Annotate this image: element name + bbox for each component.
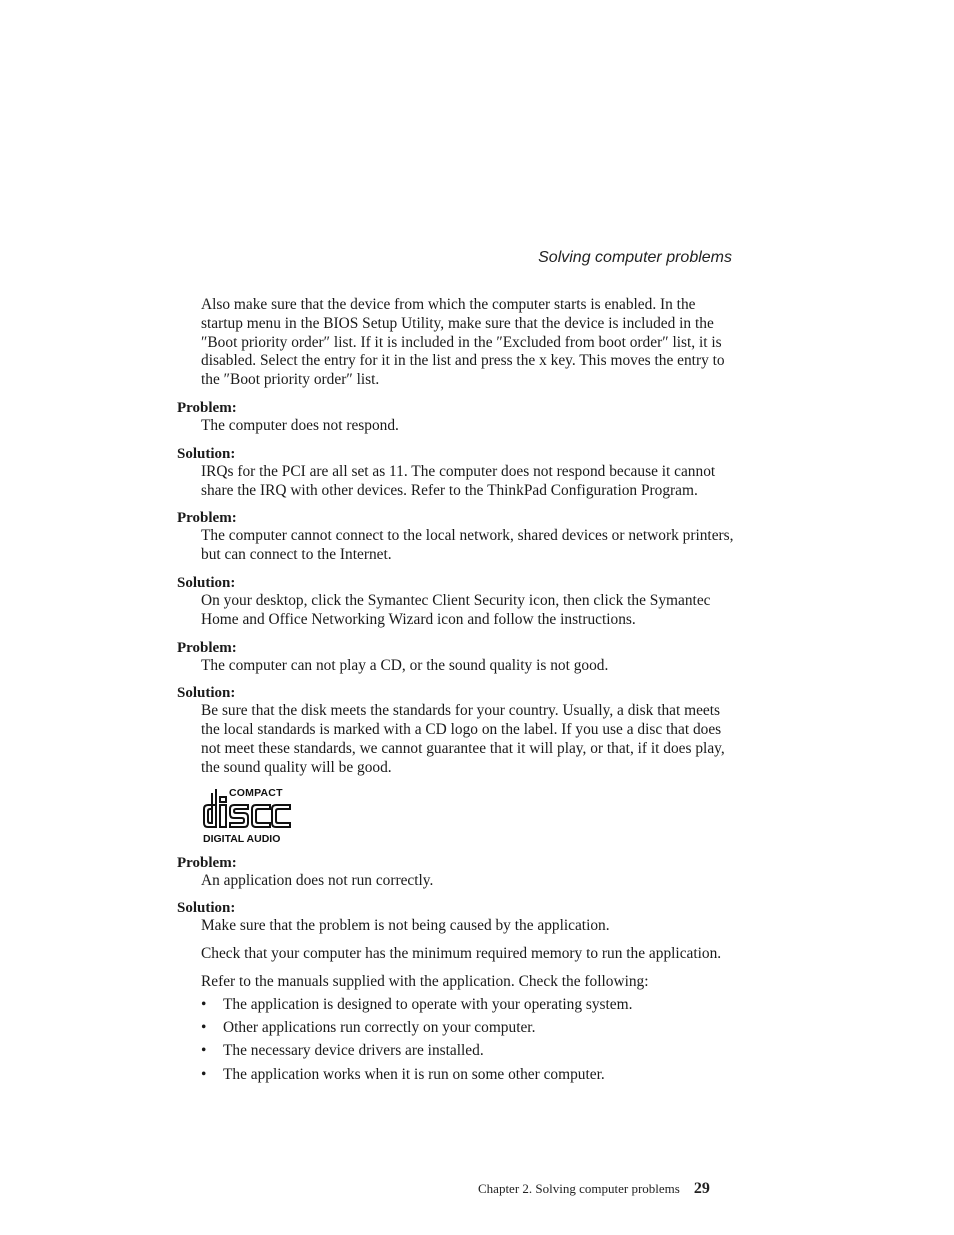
list-item <box>201 1042 737 1061</box>
solution-label: Solution: <box>177 900 236 917</box>
logo-digital-audio-text: DIGITAL AUDIO <box>203 832 281 845</box>
solution-text: Make sure that the problem is not being caused by the application. <box>201 917 610 935</box>
problem-label: Problem: <box>177 510 237 527</box>
solution-text: Be sure that the disk meets the standards for your country. Usually, a disk that meets the local standards is marked with a CD logo on the label. If you use a disc that does not meet these standards, we cannot guarantee that it will play, or that, if it does play, the sound quality will be good. <box>201 702 725 776</box>
problem-label: Problem: <box>177 854 237 871</box>
list-item-text: The application is designed to operate with your operating system. <box>223 995 633 1013</box>
page-footer <box>478 1180 710 1198</box>
checklist <box>201 996 737 1085</box>
disc-wordmark-icon <box>202 787 294 831</box>
solution-text: On your desktop, click the Symantec Client Security icon, then click the Symantec Home and Office Networking Wizard icon and follow the instructions. <box>201 591 711 628</box>
bullet-icon: • <box>201 1019 207 1037</box>
bullet-icon: • <box>201 1065 207 1083</box>
solution-label: Solution: <box>177 685 236 702</box>
list-item <box>201 1066 737 1085</box>
list-item-text: Other applications run correctly on your computer. <box>223 1019 536 1037</box>
solution-label: Solution: <box>177 574 236 591</box>
solution-text-extra: Check that your computer has the minimum required memory to run the application. <box>201 945 722 963</box>
main-content <box>177 296 737 1089</box>
solution-label: Solution: <box>177 445 236 462</box>
running-header: Solving computer problems <box>538 249 732 266</box>
list-item <box>201 996 737 1015</box>
solution-text: IRQs for the PCI are all set as 11. The computer does not respond because it cannot share the IRQ with other devices. Refer to the ThinkPad Configuration Program. <box>201 462 716 499</box>
problem-text: The computer cannot connect to the local network, shared devices or network printers, but can connect to the Internet. <box>201 527 734 564</box>
list-item-text: The necessary device drivers are installed. <box>223 1042 484 1060</box>
footer-chapter: Chapter 2. Solving computer problems <box>478 1181 680 1196</box>
page-number: 29 <box>693 1180 710 1197</box>
problem-text: The computer does not respond. <box>201 416 399 434</box>
intro-paragraph: Also make sure that the device from which the computer starts is enabled. In the startup menu in the BIOS Setup Utility, make sure that the device is included in the ″Boot priority order″ list. If it is included in the ″Excluded from boot order″ list, it is disabled. Select the entry for it in the list and press the x key. This moves the entry to the ″Boot priority order″ list. <box>201 296 725 389</box>
solution-text-extra: Refer to the manuals supplied with the application. Check the following: <box>201 972 649 990</box>
compact-disc-logo <box>201 784 297 844</box>
problem-label: Problem: <box>177 399 237 416</box>
logo-compact-text: COMPACT <box>229 786 283 799</box>
list-item <box>201 1019 737 1038</box>
list-item-text: The application works when it is run on some other computer. <box>223 1065 605 1083</box>
problem-text: The computer can not play a CD, or the sound quality is not good. <box>201 656 609 674</box>
bullet-icon: • <box>201 1042 207 1060</box>
bullet-icon: • <box>201 995 207 1013</box>
problem-text: An application does not run correctly. <box>201 871 434 889</box>
problem-label: Problem: <box>177 639 237 656</box>
